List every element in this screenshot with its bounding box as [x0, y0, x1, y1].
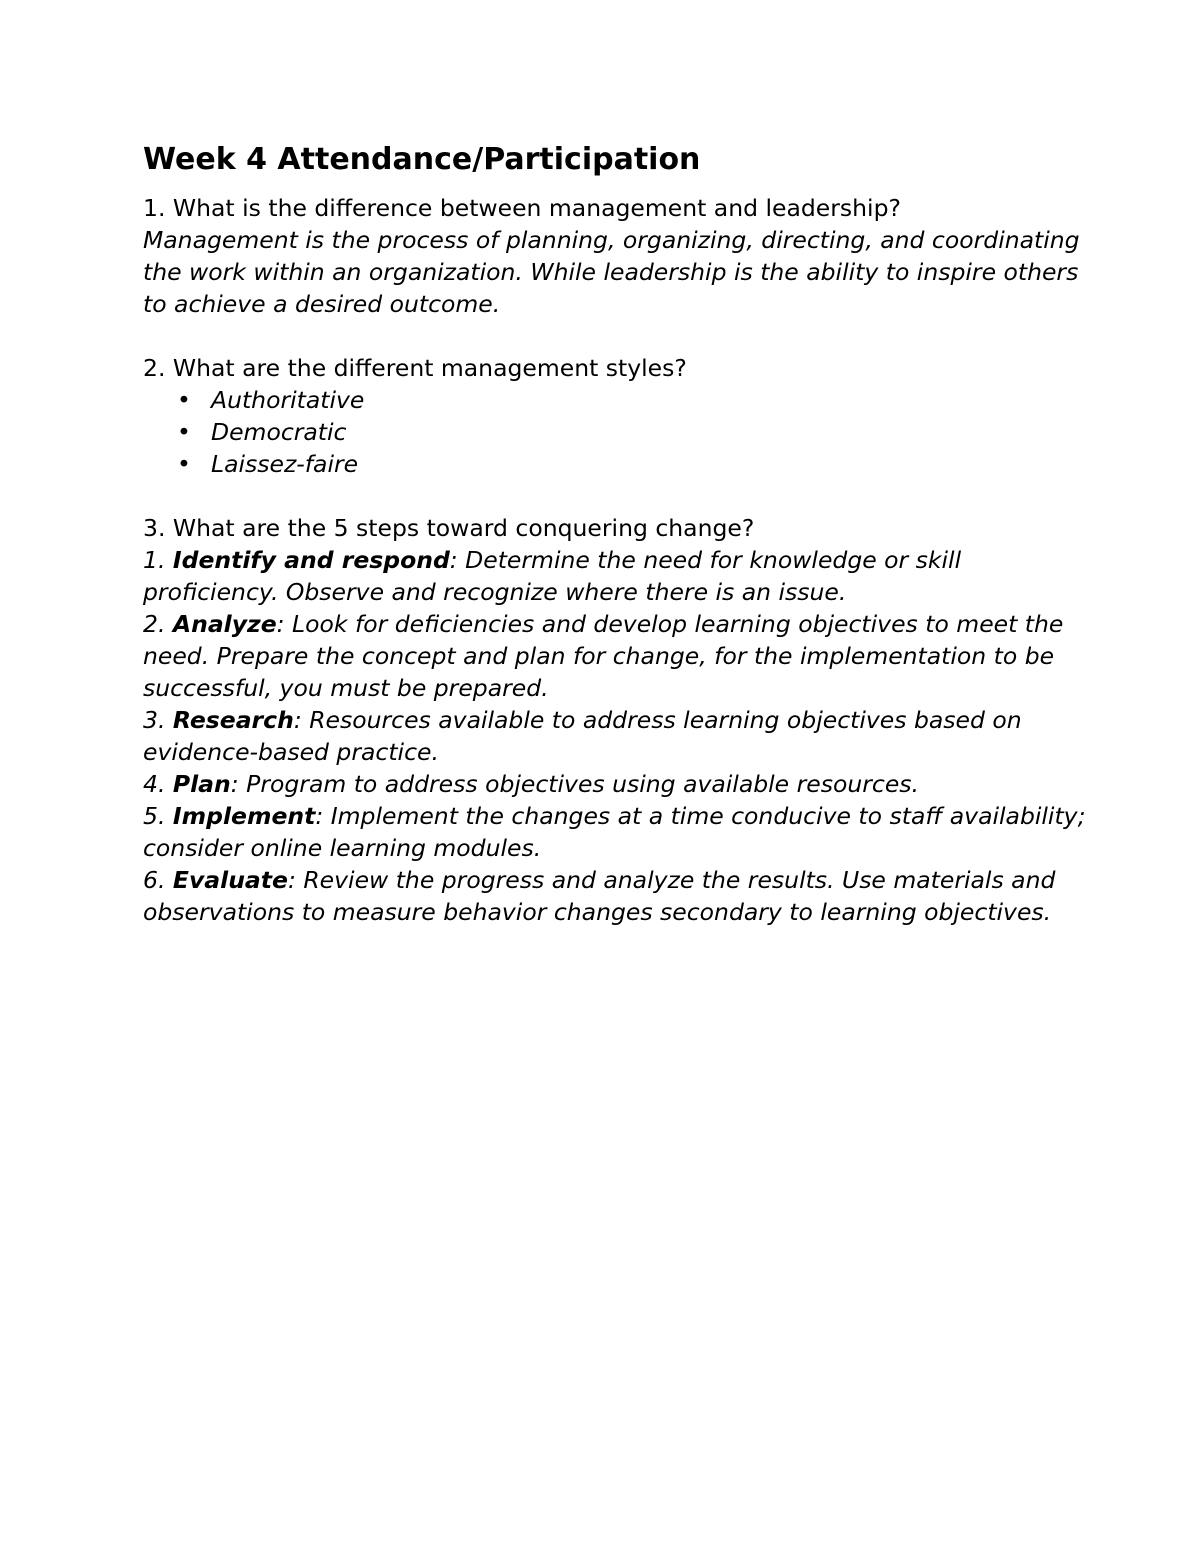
step-description: : Resources available to address learning objectives based on evidence-based practice. [143, 706, 1022, 766]
step-term: Evaluate [172, 866, 288, 894]
step-number: 4. [143, 770, 173, 798]
bullet-icon: • [177, 450, 191, 478]
step-number: 1. [143, 546, 173, 574]
document-page [143, 138, 1093, 960]
question-1: 1. What is the difference between management and leadership? [143, 194, 901, 222]
step-description: : Program to address objectives using available resources. [230, 770, 919, 798]
step-item [143, 704, 1093, 768]
step-item [143, 768, 1093, 800]
question-2-section [143, 352, 1093, 480]
step-term: Implement [172, 802, 316, 830]
step-number: 2. [143, 610, 173, 638]
management-styles-list [143, 384, 1093, 480]
list-item [175, 416, 1093, 448]
list-item [175, 384, 1093, 416]
step-description: : Determine the need for knowledge or skill proficiency. Observe and recognize where there is an issue. [143, 546, 962, 606]
question-3-section [143, 512, 1093, 928]
bullet-icon: • [177, 386, 191, 414]
step-description: : Look for deficiencies and develop learning objectives to meet the need. Prepare the concept and plan for change, for the implementation to be successful, you must be prepared. [143, 610, 1064, 702]
step-number: 6. [143, 866, 173, 894]
step-item [143, 608, 1093, 704]
question-3: 3. What are the 5 steps toward conquering change? [143, 514, 755, 542]
step-description: : Review the progress and analyze the results. Use materials and observations to measure behavior changes secondary to learning objectives. [143, 866, 1056, 926]
step-number: 3. [143, 706, 173, 734]
step-term: Research [172, 706, 294, 734]
list-item-text: Democratic [211, 418, 347, 446]
step-item [143, 864, 1093, 928]
list-item-text: Authoritative [211, 386, 365, 414]
list-item [175, 448, 1093, 480]
step-term: Plan [172, 770, 231, 798]
question-2: 2. What are the different management styles? [143, 354, 687, 382]
answer-1: Management is the process of planning, organizing, directing, and coordinating the work within an organization. While leadership is the ability to inspire others to achieve a desired outcome. [143, 226, 1080, 318]
list-item-text: Laissez-faire [211, 450, 359, 478]
step-description: : Implement the changes at a time conducive to staff availability; consider online learning modules. [143, 802, 1086, 862]
step-term: Identify and respond [172, 546, 450, 574]
step-term: Analyze [172, 610, 277, 638]
question-1-section [143, 192, 1093, 320]
bullet-icon: • [177, 418, 191, 446]
step-item [143, 800, 1093, 864]
step-item [143, 544, 1093, 608]
step-number: 5. [143, 802, 173, 830]
document-title: Week 4 Attendance/Participation [143, 142, 701, 177]
